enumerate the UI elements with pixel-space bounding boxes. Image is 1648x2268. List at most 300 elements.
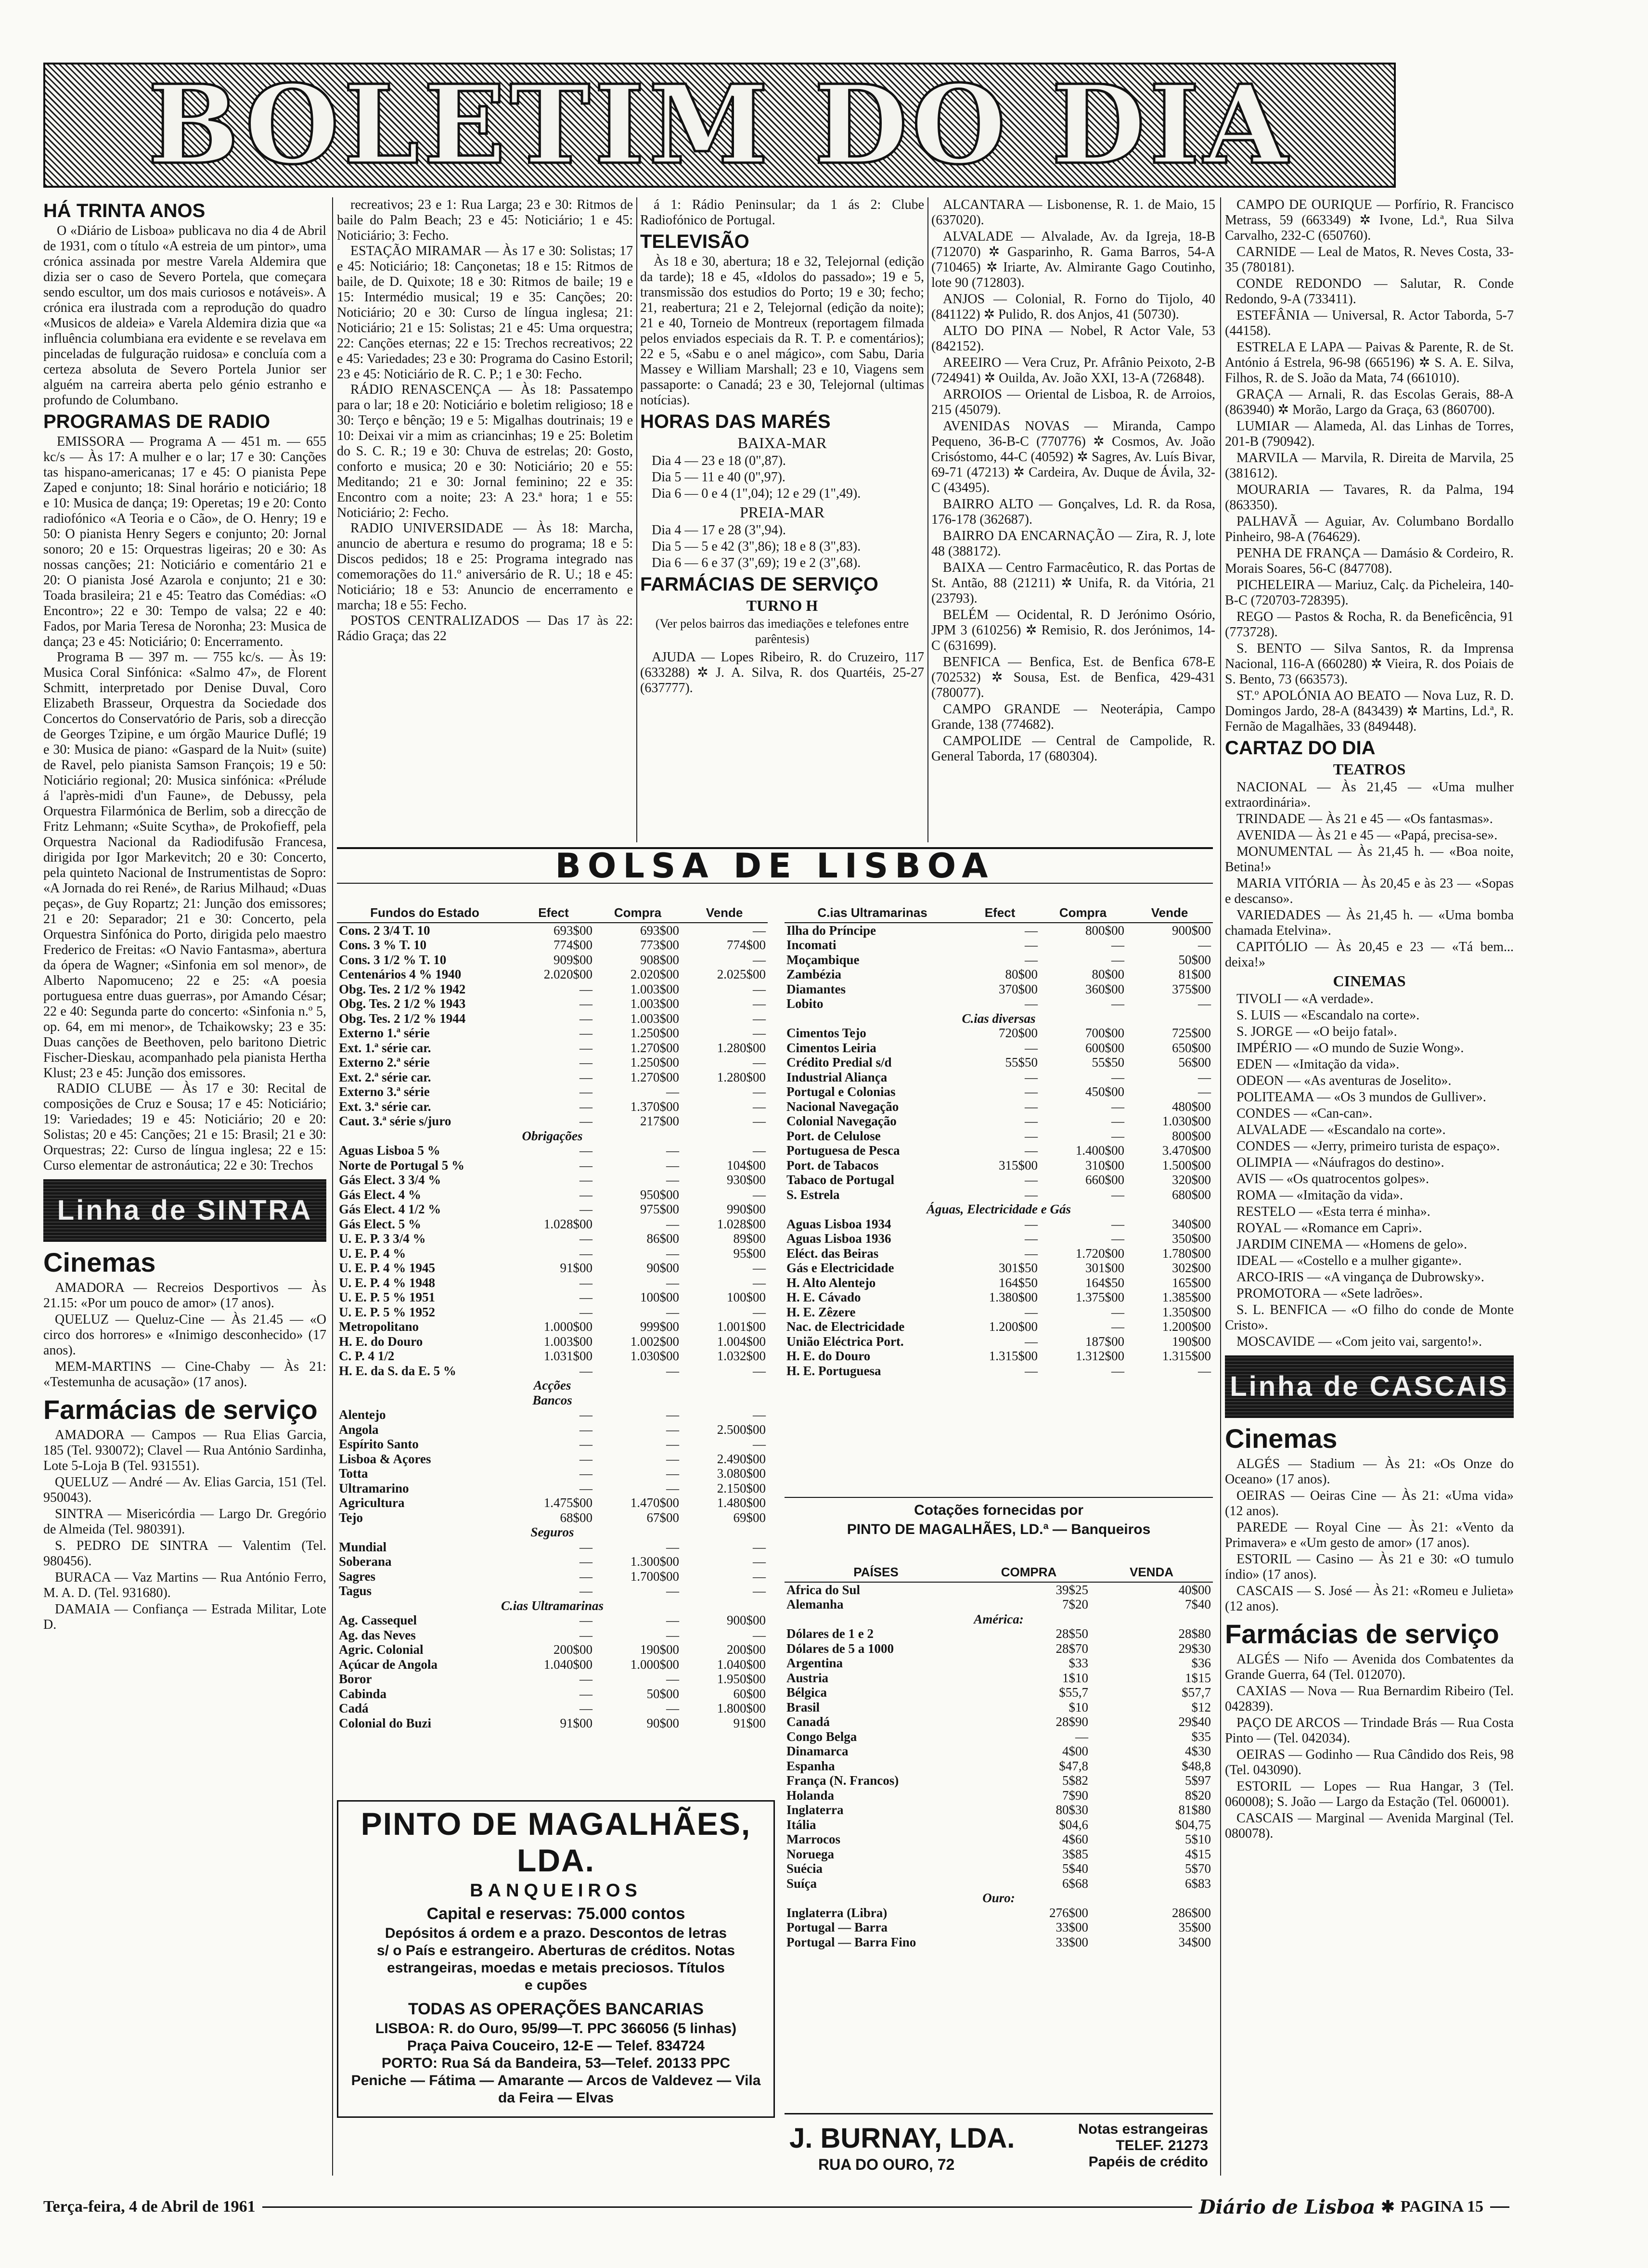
table-cell-name: Dólares de 5 a 1000 [786, 1641, 894, 1656]
list-item: ESTORIL — Lopes — Rua Hangar, 3 (Tel. 060008); S. João — Largo da Estação (Tel. 060001). [1225, 1779, 1514, 1809]
table-cell-value: 80$00 [1005, 967, 1038, 981]
list-item: ALTO DO PINA — Nobel, R Actor Vale, 53 (842152). [931, 323, 1215, 354]
list-item: ODEON — «As aventuras de Joselito». [1236, 1073, 1452, 1088]
list-item: VARIEDADES — Às 21,45 h. — «Uma bomba chamada Etelvina». [1225, 908, 1514, 938]
table-cell-value: — [579, 1143, 592, 1158]
list-item: BELÉM — Ocidental, R. D Jerónimo Osório, JPM 3 (610256) ✲ Remisio, R. dos Jerónimos, 14-C (631699). [931, 607, 1215, 653]
table-cell-value: 350$00 [1172, 1231, 1211, 1246]
table-cell-name: Brasil [786, 1700, 820, 1714]
table-cell-value: — [579, 1173, 592, 1187]
footer-page: PAGINA 15 [1400, 2198, 1483, 2216]
table-cell-value: — [1111, 1231, 1124, 1246]
list-item: ALVALADE — Alvalade, Av. da Igreja, 18-B (712070) ✲ Gasparinho, R. Gama Barros, 54-A (710465) ✲ Iriarte, Av. Almirante Gago Coutinho, lote 90 (712803). [931, 229, 1215, 290]
table-row [337, 1070, 768, 1085]
list-item: PICHELEIRA — Mariuz, Calç. da Picheleira, 140-B-C (720703-728395). [1225, 578, 1514, 608]
table-cell-name: Cons. 3 1/2 % T. 10 [339, 952, 447, 967]
list-item: ARROIOS — Oriental de Lisboa, R. de Arroios, 215 (45079). [931, 387, 1215, 417]
table-cell-name: Ultramarino [339, 1481, 409, 1495]
list-item: ESTRELA E LAPA — Paivas & Parente, R. de St. António á Estrela, 96-98 (665196) ✲ S. A. E. Silva, Filhos, R. de S. João da Mata, 74 (661010). [1225, 340, 1514, 386]
footer-date: Terça-feira, 4 de Abril de 1961 [43, 2198, 256, 2216]
list-item: AJUDA — Lopes Ribeiro, R. do Cruzeiro, 117 (633288) ✲ J. A. Silva, R. dos Quartéis, 25-27 (637777). [640, 650, 924, 696]
tide-item: Dia 5 — 5 e 42 (3",86); 18 e 8 (3",83). [652, 539, 861, 554]
table-cell-value: 4$00 [1062, 1744, 1088, 1758]
table-cell-name: H. E. do Douro [339, 1334, 423, 1349]
table-row [337, 1319, 768, 1334]
table-cell-value: 1.720$00 [1075, 1246, 1124, 1261]
ad-subtitle: BANQUEIROS [470, 1881, 642, 1901]
table-section-label: C.ias diversas [962, 1011, 1036, 1026]
tide-item: Dia 4 — 17 e 28 (3",94). [652, 523, 786, 538]
table-cell-value: 80$00 [1092, 967, 1124, 981]
table-cell-value: — [1025, 1099, 1038, 1114]
ad-line: estrangeiras, moedas e metais preciosos. Títulos [387, 1960, 725, 1976]
table-row [337, 1701, 768, 1716]
table-cell-value: 3$85 [1062, 1846, 1088, 1861]
table-cell-value: — [1075, 1729, 1088, 1744]
table-cell-value: — [1111, 1319, 1124, 1334]
table-cell-name: Eléct. das Beiras [786, 1246, 879, 1261]
list-item: ALGÉS — Nifo — Avenida dos Combatentes da Grande Guerra, 64 (Tel. 012070). [1225, 1652, 1514, 1682]
table-cell-value: — [753, 1011, 766, 1026]
table-cell-value: 3.470$00 [1162, 1143, 1211, 1158]
table-cell-value: 990$00 [727, 1202, 766, 1216]
list-item: REGO — Pastos & Rocha, R. da Beneficência, 91 (773728). [1225, 609, 1514, 640]
masthead-title: BOLETIM DO DIA [147, 62, 1292, 189]
tv-heading: TELEVISÃO [640, 231, 749, 252]
table-cell-value: 1$15 [1185, 1670, 1211, 1685]
table-row [337, 967, 768, 982]
table-cell-value: 91$00 [560, 1715, 592, 1730]
table-cell-value: 773$00 [640, 938, 679, 952]
table-cell-value: 28$80 [1178, 1626, 1211, 1641]
table-cell-name: Soberana [339, 1554, 392, 1569]
tide-item: Dia 4 — 23 e 18 (0",87). [652, 453, 786, 468]
table-cell-value: $57,7 [1182, 1685, 1211, 1700]
table-cell-name: Gás e Electricidade [786, 1261, 894, 1275]
table-cell-name: Externo 1.ª série [339, 1026, 430, 1040]
table-cell-name: Nac. de Electricidade [786, 1319, 905, 1334]
list-item: CASCAIS — Marginal — Avenida Marginal (Tel. 080078). [1225, 1811, 1514, 1841]
table-cell-name: Açúcar de Angola [339, 1657, 438, 1672]
table-cell-name: Lobito [786, 996, 824, 1011]
programas-heading: PROGRAMAS DE RADIO [43, 411, 270, 432]
table-cell-name: Nacional Navegação [786, 1099, 899, 1114]
table-row [337, 1569, 768, 1584]
column-header: COMPRA [967, 1564, 1090, 1582]
table-cell-name: Port. de Celulose [786, 1128, 881, 1143]
table-row [785, 1319, 1213, 1334]
table-row [337, 982, 768, 997]
column-header: Efect [513, 905, 594, 923]
table-cell-value: — [753, 1055, 766, 1070]
turno-label: TURNO H [746, 597, 818, 614]
list-item: BAIRRO DA ENCARNAÇÃO — Zira, R. J, lote 48 (388172). [931, 528, 1215, 559]
table-cell-value: — [666, 1275, 679, 1290]
list-item: BENFICA — Benfica, Est. de Benfica 678-E (702532) ✲ Sousa, Est. de Benfica, 429-431 (780077). [931, 655, 1215, 700]
table-cell-value: 190$00 [1172, 1334, 1211, 1349]
list-item: CONDE REDONDO — Salutar, R. Conde Redondo, 9-A (733411). [1225, 276, 1514, 307]
table-cell-value: 1.028$00 [543, 1216, 592, 1231]
column-header: Compra [594, 905, 681, 923]
table-cell-name: Ext. 2.ª série car. [339, 1070, 431, 1084]
table-cell-value: 81$00 [1178, 967, 1211, 981]
list-item: CONDES — «Jerry, primeiro turista de espaço». [1236, 1139, 1500, 1154]
table-cell-name: Aguas Lisboa 5 % [339, 1143, 440, 1158]
list-item: ALCANTARA — Lisbonense, R. 1. de Maio, 15 (637020). [931, 197, 1215, 228]
table-cell-value: — [1111, 1187, 1124, 1202]
list-item: S. LUIS — «Escandalo na corte». [1236, 1008, 1420, 1023]
tide-item: Dia 6 — 0 e 4 (1",04); 12 e 29 (1",49). [652, 486, 861, 501]
table-cell-name: Metropolitano [339, 1319, 419, 1334]
table-row [337, 1143, 768, 1158]
cascais-banner: Linha de CASCAIS [1225, 1355, 1514, 1418]
table-cell-value: 999$00 [640, 1319, 679, 1334]
table-cell-value: — [666, 1363, 679, 1378]
table-cell-value: 68$00 [560, 1510, 592, 1525]
table-cell-value: 1.400$00 [1075, 1143, 1124, 1158]
table-row [785, 1246, 1213, 1261]
table-cell-value: — [666, 1627, 679, 1642]
table-cell-name: Ilha do Príncipe [786, 923, 876, 938]
list-item: NACIONAL — Às 21,45 — «Uma mulher extraordinária». [1225, 780, 1514, 810]
table-cell-value: — [579, 1466, 592, 1481]
table-cell-value: 1.003$00 [630, 981, 679, 996]
list-item: PAÇO DE ARCOS — Trindade Brás — Rua Costa Pinto — (Tel. 042034). [1225, 1715, 1514, 1746]
table-row [337, 1246, 768, 1261]
table-cell-value: — [579, 981, 592, 996]
table-cell-name: Obg. Tes. 2 1/2 % 1944 [339, 1011, 466, 1026]
table-cell-value: 1.950$00 [717, 1672, 766, 1686]
table-cell-value: 1.475$00 [543, 1495, 592, 1510]
table-cell-value: 1.030$00 [630, 1349, 679, 1363]
table-row [785, 1261, 1213, 1276]
list-item: BURACA — Vaz Martins — Rua António Ferro, M. A. D. (Tel. 931680). [43, 1570, 326, 1600]
table-cell-value: — [666, 1539, 679, 1554]
table-cell-name: Zambézia [786, 967, 841, 981]
table-cell-value: 1.000$00 [543, 1319, 592, 1334]
table-row [785, 1290, 1213, 1305]
table-cell-value: — [1198, 1363, 1211, 1378]
table-cell-name: Canadá [786, 1714, 830, 1729]
table-cell-value: 1.300$00 [630, 1554, 679, 1569]
table-cell-name: Gás Elect. 5 % [339, 1216, 421, 1231]
table-cell-value: 69$00 [733, 1510, 766, 1525]
table-cell-value: — [1025, 1246, 1038, 1261]
table-cell-value: 1.004$00 [717, 1334, 766, 1349]
table-cell-value: 693$00 [640, 923, 679, 938]
table-cell-value: 34$00 [1178, 1934, 1211, 1949]
farmacias-heading: FARMÁCIAS DE SERVIÇO [640, 574, 878, 595]
list-item: S. L. BENFICA — «O filho do conde de Monte Cristo». [1225, 1302, 1514, 1333]
table-cell-value: — [579, 1055, 592, 1070]
table-row [337, 1290, 768, 1305]
list-item: MOSCAVIDE — «Com jeito vai, sargento!». [1236, 1334, 1482, 1349]
table-cell-value: $48,8 [1182, 1758, 1211, 1773]
table-cell-name: Cabinda [339, 1686, 387, 1701]
table-row [785, 1788, 1213, 1803]
table-cell-name: Obg. Tes. 2 1/2 % 1943 [339, 996, 466, 1011]
table-cell-value: — [1025, 1187, 1038, 1202]
table-cell-value: — [666, 1407, 679, 1422]
table-cell-value: 56$00 [1178, 1055, 1211, 1070]
list-item: AVENIDA — Às 21 e 45 — «Papá, precisa-se». [1236, 828, 1498, 843]
table-cell-value: — [1025, 1363, 1038, 1378]
table-cell-value: 1.780$00 [1162, 1246, 1211, 1261]
cotacoes-title-line2: PINTO DE MAGALHÃES, LD.ª — Banqueiros [847, 1521, 1151, 1537]
table-row [337, 1672, 768, 1687]
bolsa-table-right-body [785, 923, 1213, 1379]
table-cell-value: 2.025$00 [717, 967, 766, 981]
footer-rule [262, 2206, 1192, 2208]
table-row [785, 1729, 1213, 1744]
table-cell-name: U. E. P. 4 % 1945 [339, 1261, 436, 1275]
table-cell-value: — [753, 1187, 766, 1202]
table-row [785, 1084, 1213, 1099]
table-cell-value: 1.250$00 [630, 1026, 679, 1040]
burnay-papeis: Papéis de crédito [1088, 2154, 1208, 2170]
column-4 [931, 197, 1215, 838]
table-row [785, 1891, 1213, 1906]
table-cell-value: 2.490$00 [717, 1451, 766, 1466]
ad-address: Peniche — Fátima — Amarante — Arcos de Valdevez — Vila da Feira — Elvas [351, 2073, 761, 2106]
table-cell-value: — [1198, 1084, 1211, 1099]
table-cell-name: Alemanha [786, 1597, 844, 1611]
table-section-label: Obrigações [522, 1128, 583, 1143]
table-cell-value: 89$00 [733, 1231, 766, 1246]
table-cell-value: 1.280$00 [717, 1040, 766, 1055]
table-cell-value: 800$00 [1085, 923, 1124, 938]
column-3 [640, 197, 924, 838]
table-cell-value: 302$00 [1172, 1261, 1211, 1275]
table-cell-name: Tabaco de Portugal [786, 1173, 895, 1187]
table-row [337, 1129, 768, 1144]
table-cell-name: Angola [339, 1422, 379, 1437]
table-row [337, 1628, 768, 1643]
burnay-notes: Notas estrangeiras [1078, 2121, 1208, 2137]
table-cell-name: Caut. 3.ª série s/juro [339, 1114, 451, 1128]
table-cell-value: — [579, 1437, 592, 1451]
list-item: POLITEAMA — «Os 3 mundos de Gulliver». [1236, 1090, 1486, 1105]
column-header: Fundos do Estado [337, 905, 513, 923]
list-item: EDEN — «Imitação da vida». [1236, 1057, 1400, 1072]
table-cell-value: — [1025, 1216, 1038, 1231]
table-cell-name: Sagres [339, 1569, 376, 1584]
list-item: ARCO-IRIS — «A vingança de Dubrowsky». [1236, 1270, 1484, 1285]
column-rule [636, 197, 637, 842]
table-cell-name: Colonial do Buzi [339, 1715, 432, 1730]
burnay-name: J. BURNAY, LDA. [789, 2123, 1015, 2154]
table-cell-value: — [753, 1407, 766, 1422]
table-cell-value: — [1025, 1143, 1038, 1158]
list-item: MEM-MARTINS — Cine-Chaby — Às 21: «Testemunha de acusação» (17 anos). [43, 1359, 326, 1390]
table-row [337, 1554, 768, 1569]
table-cell-value: — [1198, 996, 1211, 1011]
table-cell-name: H. E. Cávado [786, 1290, 861, 1304]
table-cell-value: 600$00 [1085, 1040, 1124, 1055]
table-cell-value: $33 [1069, 1656, 1088, 1670]
table-cell-value: $36 [1191, 1656, 1211, 1670]
table-cell-name: Gás Elect. 4 1/2 % [339, 1202, 441, 1216]
table-row [337, 1041, 768, 1056]
table-cell-value: 28$70 [1056, 1641, 1088, 1656]
table-cell-value: 1.003$00 [630, 1011, 679, 1026]
table-cell-name: Cimentos Leiria [786, 1040, 876, 1055]
table-cell-value: 4$15 [1185, 1846, 1211, 1861]
table-cell-value: — [666, 1173, 679, 1187]
table-cell-value: 450$00 [1085, 1084, 1124, 1099]
list-item: PAREDE — Royal Cine — Às 21: «Vento da Primavera» e «Um gesto de amor» (17 anos). [1225, 1520, 1514, 1550]
footer-paper: Diário de Lisboa [1198, 2195, 1376, 2218]
table-cell-value: 301$00 [1085, 1261, 1124, 1275]
table-cell-value: — [666, 1158, 679, 1173]
table-row [785, 1026, 1213, 1041]
table-row [785, 1364, 1213, 1379]
table-cell-value: 1.028$00 [717, 1216, 766, 1231]
table-cell-value: — [753, 1114, 766, 1128]
table-cell-value: — [753, 952, 766, 967]
list-item: AMADORA — Campos — Rua Elias Garcia, 185 (Tel. 930072); Clavel — Rua António Sardinha, Lote 5-Loja B (Tel. 931551). [43, 1428, 326, 1473]
table-row [785, 1832, 1213, 1847]
table-cell-name: Diamantes [786, 981, 846, 996]
table-row [785, 1935, 1213, 1950]
table-cell-value: — [1111, 1216, 1124, 1231]
table-row [785, 1011, 1213, 1026]
table-cell-name: Port. de Tabacos [786, 1158, 879, 1173]
list-item: TIVOLI — «A verdade». [1236, 992, 1374, 1006]
table-cell-value: — [1198, 1070, 1211, 1084]
turno-note: (Ver pelos bairros das imediações e telefones entre parêntesis) [655, 617, 909, 646]
table-cell-value: 7$90 [1062, 1788, 1088, 1803]
table-cell-value: 1.312$00 [1075, 1349, 1124, 1363]
table-cell-value: — [579, 1363, 592, 1378]
list-item: ANJOS — Colonial, R. Forno do Tijolo, 40 (841122) ✲ Pulido, R. dos Anjos, 41 (50730). [931, 292, 1215, 322]
table-cell-value: — [579, 1613, 592, 1627]
table-cell-value: 1.250$00 [630, 1055, 679, 1070]
table-row [785, 1070, 1213, 1085]
table-cell-value: — [579, 1187, 592, 1202]
table-section-label: C.ias Ultramarinas [501, 1598, 604, 1613]
table-row [785, 1744, 1213, 1759]
table-cell-value: 67$00 [646, 1510, 679, 1525]
table-cell-value: 1.031$00 [543, 1349, 592, 1363]
table-cell-name: Holanda [786, 1788, 835, 1803]
table-cell-name: C. P. 4 1/2 [339, 1349, 395, 1363]
table-cell-name: Ag. das Neves [339, 1627, 416, 1642]
list-item: JARDIM CINEMA — «Homens de gelo». [1236, 1237, 1468, 1252]
table-cell-value: — [579, 1701, 592, 1715]
table-cell-value: 90$00 [646, 1261, 679, 1275]
table-cell-value: 164$50 [1085, 1275, 1124, 1290]
burnay-street: RUA DO OURO, 72 [818, 2156, 955, 2173]
table-cell-value: — [753, 1584, 766, 1598]
table-cell-value: — [579, 1554, 592, 1569]
table-cell-value: 360$00 [1085, 981, 1124, 996]
column-header: C.ias Ultramarinas [785, 905, 960, 923]
table-cell-name: U. E. P. 4 % [339, 1246, 406, 1261]
table-section-label: Ouro: [982, 1891, 1015, 1905]
table-cell-value: 680$00 [1172, 1187, 1211, 1202]
table-cell-value: 33$00 [1056, 1934, 1088, 1949]
table-row [785, 1055, 1213, 1070]
table-cell-value: — [666, 1422, 679, 1437]
table-cell-name: Industrial Aliança [786, 1070, 888, 1084]
table-cell-value: — [579, 1672, 592, 1686]
table-cell-name: Agricultura [339, 1495, 405, 1510]
table-cell-value: 5$70 [1185, 1861, 1211, 1876]
sintra-cinemas-heading: Cinemas [43, 1247, 156, 1277]
table-cell-name: Norte de Portugal 5 % [339, 1158, 464, 1173]
table-row [337, 1305, 768, 1320]
table-cell-name: Ext. 1.ª série car. [339, 1040, 431, 1055]
table-row [785, 1847, 1213, 1862]
list-item: MONUMENTAL — Às 21,45 h. — «Boa noite, Betina!» [1225, 844, 1514, 875]
table-cell-value: 91$00 [560, 1261, 592, 1275]
page-footer [43, 2195, 1516, 2219]
table-cell-value: 370$00 [999, 981, 1038, 996]
table-cell-value: — [579, 1686, 592, 1701]
table-cell-value: 39$25 [1056, 1582, 1088, 1597]
table-cell-value: $04,75 [1175, 1817, 1211, 1832]
cambios-table-body [785, 1582, 1213, 1950]
table-cell-value: 800$00 [1172, 1128, 1211, 1143]
table-cell-value: — [579, 1202, 592, 1216]
list-item: CONDES — «Can-can». [1236, 1106, 1373, 1121]
table-cell-value: — [1025, 1040, 1038, 1055]
table-cell-value: 774$00 [727, 938, 766, 952]
table-cell-value: 29$40 [1178, 1714, 1211, 1729]
table-row [785, 1656, 1213, 1671]
table-row [785, 938, 1213, 953]
table-cell-value: 1$10 [1062, 1670, 1088, 1685]
table-cell-value: — [579, 1304, 592, 1319]
table-section-label: Bancos [532, 1392, 572, 1407]
list-item: MARVILA — Marvila, R. Direita de Marvila, 25 (381612). [1225, 451, 1514, 481]
ad-title: PINTO DE MAGALHÃES, LDA. [360, 1806, 751, 1878]
table-cell-value: — [1198, 938, 1211, 952]
table-cell-value: 55$50 [1005, 1055, 1038, 1070]
ad-capital: Capital e reservas: 75.000 contos [426, 1905, 685, 1923]
column-1 [43, 197, 326, 2171]
table-cell-value: 2.500$00 [717, 1422, 766, 1437]
table-cell-value: 301$50 [999, 1261, 1038, 1275]
table-row [337, 1187, 768, 1202]
table-cell-name: Portugal — Barra Fino [786, 1934, 916, 1949]
column-2 [337, 197, 633, 838]
list-item: CAMPO GRANDE — Neoterápia, Campo Grande, 138 (774682). [931, 702, 1215, 732]
table-cell-value: $12 [1191, 1700, 1211, 1714]
cartaz-heading: CARTAZ DO DIA [1225, 737, 1376, 759]
footer-rule [1490, 2206, 1509, 2208]
table-cell-value: — [579, 1231, 592, 1246]
table-cell-value: — [753, 1026, 766, 1040]
table-cell-value: — [1025, 1084, 1038, 1099]
table-cell-name: Itália [786, 1817, 816, 1832]
table-cell-value: — [1025, 938, 1038, 952]
table-row [337, 1393, 768, 1408]
table-cell-value: — [1111, 1114, 1124, 1128]
list-item: TRINDADE — Às 21 e 45 — «Os fantasmas». [1236, 812, 1493, 826]
table-row [785, 1861, 1213, 1876]
table-cell-value: 2.020$00 [630, 967, 679, 981]
column-header: PAÍSES [785, 1564, 967, 1582]
ad-line: s/ o País e estrangeiro. Aberturas de créditos. Notas [376, 1943, 735, 1959]
table-section-label: Águas, Electricidade e Gás [927, 1202, 1071, 1216]
table-cell-value: 91$00 [733, 1715, 766, 1730]
list-item: OEIRAS — Oeiras Cine — Às 21: «Uma vida» (12 anos). [1225, 1488, 1514, 1519]
table-cell-name: Marrocos [786, 1832, 840, 1846]
table-cell-value: 1.480$00 [717, 1495, 766, 1510]
table-row [785, 1612, 1213, 1627]
